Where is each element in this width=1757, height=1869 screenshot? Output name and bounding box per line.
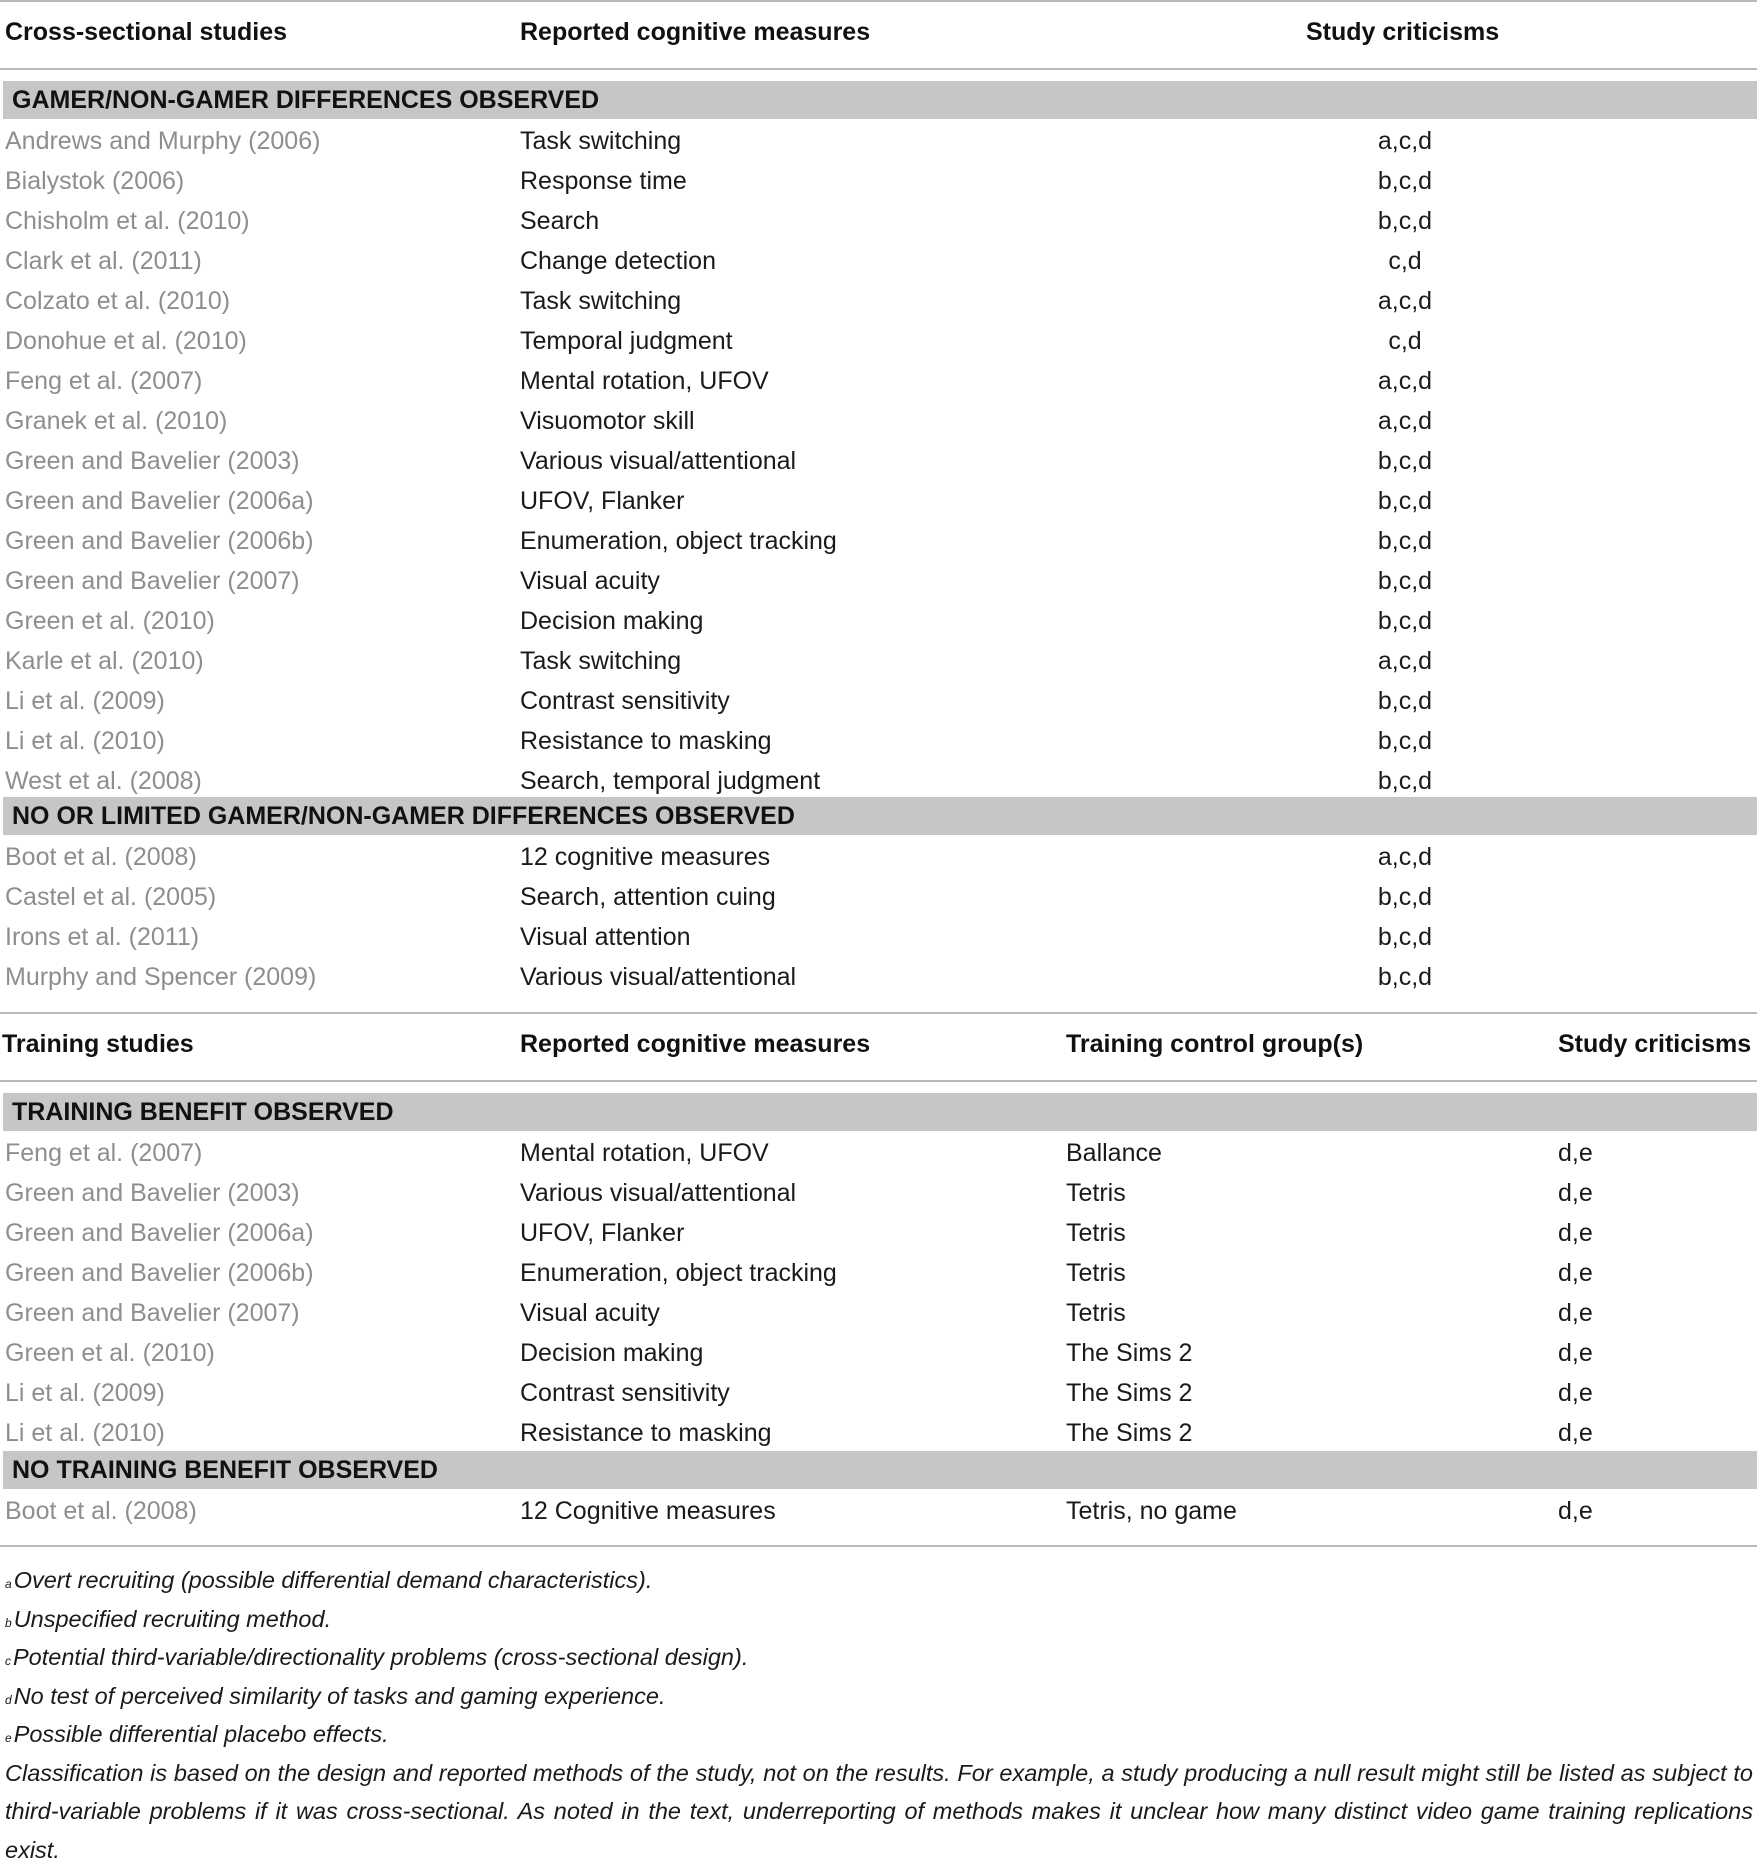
header-rule	[0, 68, 1757, 70]
control-group: The Sims 2	[1066, 1333, 1192, 1373]
study-criticisms: d,e	[1558, 1173, 1593, 1213]
table-row	[0, 561, 1757, 601]
study-criticisms: b,c,d	[1320, 201, 1490, 241]
study-citation: Green and Bavelier (2003)	[5, 441, 300, 481]
table-row	[0, 441, 1757, 481]
header-training-control: Training control group(s)	[1066, 1029, 1363, 1059]
table-row	[0, 361, 1757, 401]
cognitive-measure: Enumeration, object tracking	[520, 521, 837, 561]
study-criticisms: b,c,d	[1320, 521, 1490, 561]
study-criticisms: a,c,d	[1320, 641, 1490, 681]
study-criticisms: d,e	[1558, 1253, 1593, 1293]
header-training-criticisms: Study criticisms	[1558, 1029, 1751, 1059]
control-group: Tetris	[1066, 1173, 1126, 1213]
cognitive-measure: Visual acuity	[520, 1293, 660, 1333]
cognitive-measure: Search, attention cuing	[520, 877, 776, 917]
study-citation: West et al. (2008)	[5, 761, 202, 801]
footnote-a: $^a$Overt recruiting (possible differential demand characteristics).	[5, 1561, 1753, 1600]
cognitive-measure: Various visual/attentional	[520, 957, 796, 997]
study-criticisms: b,c,d	[1320, 917, 1490, 957]
cognitive-measure: UFOV, Flanker	[520, 481, 684, 521]
table-row	[0, 1293, 1757, 1333]
cognitive-measure: Task switching	[520, 281, 681, 321]
study-citation: Green and Bavelier (2006b)	[5, 521, 314, 561]
table-row	[0, 1253, 1757, 1293]
table-row	[0, 1333, 1757, 1373]
table-row	[0, 281, 1757, 321]
table-row	[0, 681, 1757, 721]
cognitive-measure: Mental rotation, UFOV	[520, 361, 769, 401]
study-citation: Green and Bavelier (2006a)	[5, 481, 314, 521]
study-criticisms: c,d	[1320, 321, 1490, 361]
cognitive-measure: Visual attention	[520, 917, 691, 957]
study-citation: Green and Bavelier (2003)	[5, 1173, 300, 1213]
header-study-criticisms: Study criticisms	[1306, 17, 1499, 47]
group-band-no-differences: NO OR LIMITED GAMER/NON-GAMER DIFFERENCES OBSERVED	[3, 797, 1757, 835]
table-row	[0, 121, 1757, 161]
header-cross-sectional-studies: Cross-sectional studies	[5, 17, 287, 47]
header-training-measures: Reported cognitive measures	[520, 1029, 870, 1059]
study-citation: Green and Bavelier (2007)	[5, 1293, 300, 1333]
top-rule	[0, 0, 1757, 2]
study-criticisms: b,c,d	[1320, 681, 1490, 721]
study-criticisms: d,e	[1558, 1333, 1593, 1373]
header-reported-measures: Reported cognitive measures	[520, 17, 870, 47]
control-group: The Sims 2	[1066, 1413, 1192, 1453]
cognitive-measure: 12 Cognitive measures	[520, 1491, 776, 1531]
study-citation: Li et al. (2009)	[5, 1373, 165, 1413]
control-group: Tetris, no game	[1066, 1491, 1237, 1531]
study-citation: Boot et al. (2008)	[5, 1491, 197, 1531]
table-row	[0, 837, 1757, 877]
table-row	[0, 917, 1757, 957]
training-header-rule	[0, 1080, 1757, 1082]
cognitive-measure: Decision making	[520, 1333, 703, 1373]
table-row	[0, 521, 1757, 561]
classification-note: Classification is based on the design and reported methods of the study, not on the results. For example, a study producing a null result might still be listed as subject to third-variable problems if it was cross-sectional. As noted in the text, underreporting of methods makes it unclear how many distinct video game training replications exist.	[5, 1754, 1753, 1869]
table-row	[0, 1373, 1757, 1413]
control-group: The Sims 2	[1066, 1373, 1192, 1413]
study-citation: Green and Bavelier (2007)	[5, 561, 300, 601]
table-row	[0, 1491, 1757, 1531]
study-citation: Green et al. (2010)	[5, 1333, 215, 1373]
training-top-rule	[0, 1012, 1757, 1014]
study-criticisms: a,c,d	[1320, 837, 1490, 877]
study-criticisms: d,e	[1558, 1293, 1593, 1333]
cognitive-measure: Search	[520, 201, 599, 241]
study-criticisms: a,c,d	[1320, 401, 1490, 441]
control-group: Tetris	[1066, 1253, 1126, 1293]
table-row	[0, 241, 1757, 281]
table-row	[0, 321, 1757, 361]
study-citation: Chisholm et al. (2010)	[5, 201, 250, 241]
control-group: Ballance	[1066, 1133, 1162, 1173]
study-criticisms: a,c,d	[1320, 281, 1490, 321]
study-citation: Colzato et al. (2010)	[5, 281, 230, 321]
cognitive-measure: Various visual/attentional	[520, 441, 796, 481]
study-citation: Irons et al. (2011)	[5, 917, 199, 957]
study-criticisms: b,c,d	[1320, 957, 1490, 997]
table-row	[0, 877, 1757, 917]
group-band-no-training-benefit: NO TRAINING BENEFIT OBSERVED	[3, 1451, 1757, 1489]
study-criticisms: d,e	[1558, 1491, 1593, 1531]
study-citation: Li et al. (2010)	[5, 1413, 165, 1453]
study-criticisms: a,c,d	[1320, 121, 1490, 161]
study-citation: Granek et al. (2010)	[5, 401, 227, 441]
study-citation: Green and Bavelier (2006a)	[5, 1213, 314, 1253]
table-row	[0, 1173, 1757, 1213]
cognitive-measure: Resistance to masking	[520, 721, 772, 761]
study-citation: Murphy and Spencer (2009)	[5, 957, 316, 997]
study-criticisms: b,c,d	[1320, 561, 1490, 601]
table-row	[0, 957, 1757, 997]
cognitive-measure: 12 cognitive measures	[520, 837, 770, 877]
table-row	[0, 1413, 1757, 1453]
study-criticisms: b,c,d	[1320, 601, 1490, 641]
cognitive-measure: Mental rotation, UFOV	[520, 1133, 769, 1173]
study-criticisms: d,e	[1558, 1133, 1593, 1173]
study-citation: Castel et al. (2005)	[5, 877, 216, 917]
study-criticisms: b,c,d	[1320, 161, 1490, 201]
study-criticisms: b,c,d	[1320, 441, 1490, 481]
bottom-rule	[0, 1545, 1757, 1547]
footnote-b: $^b$Unspecified recruiting method.	[5, 1600, 1753, 1639]
study-citation: Feng et al. (2007)	[5, 361, 202, 401]
group-band-training-benefit: TRAINING BENEFIT OBSERVED	[3, 1093, 1757, 1131]
cognitive-measure: Task switching	[520, 121, 681, 161]
study-citation: Clark et al. (2011)	[5, 241, 202, 281]
cognitive-measure: Task switching	[520, 641, 681, 681]
study-citation: Feng et al. (2007)	[5, 1133, 202, 1173]
study-criticisms: b,c,d	[1320, 877, 1490, 917]
study-citation: Karle et al. (2010)	[5, 641, 204, 681]
table-row	[0, 641, 1757, 681]
cognitive-measure: Enumeration, object tracking	[520, 1253, 837, 1293]
table-row	[0, 721, 1757, 761]
study-criticisms: b,c,d	[1320, 721, 1490, 761]
study-citation: Donohue et al. (2010)	[5, 321, 247, 361]
table-row	[0, 601, 1757, 641]
study-citation: Bialystok (2006)	[5, 161, 184, 201]
group-band-differences-observed: GAMER/NON-GAMER DIFFERENCES OBSERVED	[3, 81, 1757, 119]
cognitive-measure: Various visual/attentional	[520, 1173, 796, 1213]
table-row	[0, 161, 1757, 201]
control-group: Tetris	[1066, 1213, 1126, 1253]
study-criticisms: d,e	[1558, 1213, 1593, 1253]
table-notes	[5, 1561, 1753, 1869]
study-citation: Andrews and Murphy (2006)	[5, 121, 320, 161]
footnote-d: $^d$No test of perceived similarity of tasks and gaming experience.	[5, 1677, 1753, 1716]
cognitive-measure: Visual acuity	[520, 561, 660, 601]
study-citation: Green and Bavelier (2006b)	[5, 1253, 314, 1293]
cognitive-measure: Resistance to masking	[520, 1413, 772, 1453]
footnote-e: $^e$Possible differential placebo effects.	[5, 1715, 1753, 1754]
study-citation: Li et al. (2010)	[5, 721, 165, 761]
study-criticisms: b,c,d	[1320, 761, 1490, 801]
study-criticisms: b,c,d	[1320, 481, 1490, 521]
control-group: Tetris	[1066, 1293, 1126, 1333]
cognitive-measure: Search, temporal judgment	[520, 761, 820, 801]
study-citation: Li et al. (2009)	[5, 681, 165, 721]
cognitive-measure: Visuomotor skill	[520, 401, 695, 441]
study-criticisms: d,e	[1558, 1413, 1593, 1453]
table-row	[0, 761, 1757, 801]
cognitive-measure: Temporal judgment	[520, 321, 733, 361]
cognitive-measure: Contrast sensitivity	[520, 681, 730, 721]
study-criticisms: c,d	[1320, 241, 1490, 281]
study-criticisms: d,e	[1558, 1373, 1593, 1413]
table-row	[0, 481, 1757, 521]
cognitive-measure: Decision making	[520, 601, 703, 641]
table-row	[0, 1133, 1757, 1173]
footnote-c: $^c$Potential third-variable/directionality problems (cross-sectional design).	[5, 1638, 1753, 1677]
study-citation: Boot et al. (2008)	[5, 837, 197, 877]
cognitive-measure: UFOV, Flanker	[520, 1213, 684, 1253]
cognitive-measure: Contrast sensitivity	[520, 1373, 730, 1413]
table-row	[0, 201, 1757, 241]
study-citation: Green et al. (2010)	[5, 601, 215, 641]
header-training-studies: Training studies	[2, 1029, 194, 1059]
table-row	[0, 1213, 1757, 1253]
study-criticisms: a,c,d	[1320, 361, 1490, 401]
cognitive-measure: Response time	[520, 161, 687, 201]
table-row	[0, 401, 1757, 441]
cognitive-measure: Change detection	[520, 241, 716, 281]
